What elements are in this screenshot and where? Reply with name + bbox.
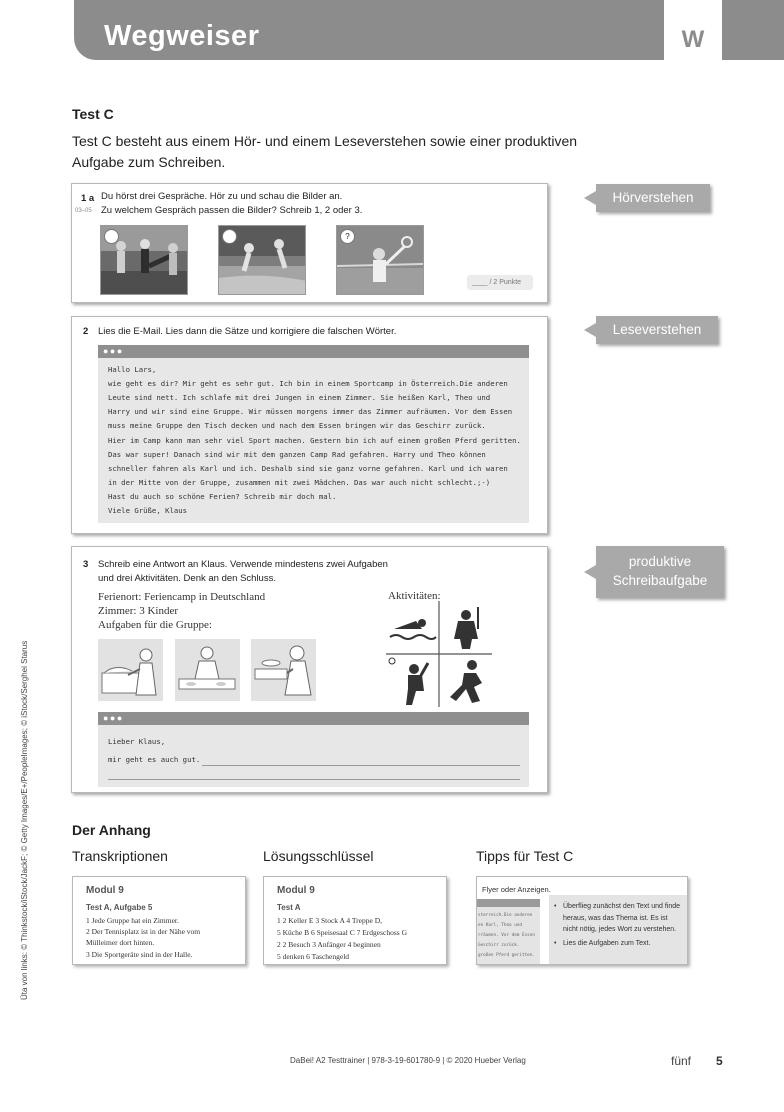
snippet-line: rräumen. Vor dem Essen — [478, 933, 535, 938]
tipps-card-head: Flyer oder Anzeigen. — [482, 885, 551, 894]
climbing-icon — [454, 607, 478, 649]
task3-illustration-table — [175, 639, 240, 701]
swimming-icon — [390, 619, 436, 639]
task3-answer-line-1 — [202, 765, 520, 766]
footer-page-number: 5 — [716, 1054, 723, 1068]
task1-photo-2 — [218, 225, 306, 295]
email-line: in der Mitte von der Gruppe, zusammen mit zwei Mädchen. Das war auch nicht schlecht.;-) — [108, 477, 491, 487]
label-leseverstehen: Leseverstehen — [596, 316, 718, 344]
task1-track: 03–05 — [75, 208, 92, 214]
transkriptionen-line-2: 2 Der Tennisplatz ist in der Nähe vom — [86, 927, 201, 936]
loesungsschluessel-card-sub: Test A — [277, 903, 301, 912]
task3-answer-line-2 — [108, 779, 520, 780]
task3-line-start: mir geht es auch gut. — [108, 755, 201, 764]
section-heading: Test C — [72, 106, 114, 122]
image-credits: Üta von links: © Thinkstock/iStock/JackF; © Getty Images/E+/PeopleImages; © iStock/Serghei Starus — [20, 640, 29, 1000]
activities-grid — [386, 601, 492, 707]
tipp-item-1: • Überflieg zunächst den Text und finde heraus, was das Thema ist. Es ist nicht nötig, jedes Wort zu verstehen. — [554, 903, 681, 933]
loesungsschluessel-heading: Lösungsschlüssel — [263, 848, 374, 864]
task2-box — [71, 316, 548, 534]
snippet-line: sterreich.Die anderen — [478, 913, 533, 918]
snippet-line: Geschirr zurück. — [478, 943, 520, 948]
task1-points: ____ / 2 Punkte — [467, 275, 533, 290]
transkriptionen-line-3: Mülleimer dort hinten. — [86, 938, 155, 947]
task3-zimmer: Zimmer: 3 Kinder — [98, 605, 179, 617]
label-schreibaufgabe-line2: Schreibaufgabe — [612, 573, 708, 588]
task2-number: 2 — [83, 326, 89, 337]
task3-number: 3 — [83, 559, 89, 570]
snippet-line: großen Pferd geritten. — [478, 953, 535, 958]
task1-number: 1 a — [81, 193, 95, 204]
task1-line2: Zu welchem Gespräch passen die Bilder? Schreib 1, 2 oder 3. — [101, 205, 363, 216]
snippet-line: en Karl, Theo und — [478, 923, 522, 928]
header-bar — [74, 0, 664, 60]
tipps-snippet-bar — [477, 899, 540, 907]
task3-illustration-bed — [98, 639, 163, 701]
footer-page-word: fünf — [671, 1054, 692, 1068]
tipp-item-2: • Lies die Aufgaben zum Text. — [554, 939, 651, 947]
page-title: Wegweiser — [104, 20, 260, 52]
tipps-card — [476, 876, 688, 965]
loesungsschluessel-line-4: 5 denken 6 Taschengeld — [277, 952, 350, 961]
transkriptionen-card — [72, 876, 246, 965]
task3-line2: und drei Aktivitäten. Denk an den Schluss. — [98, 573, 276, 584]
task1-photo-1-label — [104, 229, 119, 244]
loesungsschluessel-card — [263, 876, 447, 965]
label-schreibaufgabe-line1: produktive — [628, 554, 692, 569]
task3-box — [71, 546, 548, 793]
transkriptionen-line-1: 1 Jede Gruppe hat ein Zimmer. — [86, 916, 179, 925]
task3-line1: Schreib eine Antwort an Klaus. Verwende mindestens zwei Aufgaben — [98, 559, 388, 570]
tipps-heading: Tipps für Test C — [476, 848, 574, 864]
task1-line1: Du hörst drei Gespräche. Hör zu und schau die Bilder an. — [101, 191, 343, 202]
setting-table-icon — [175, 639, 240, 701]
email-line: Viele Grüße, Klaus — [108, 506, 188, 515]
email-line: schneller fahren als Karl und ich. Deshalb sind sie ganz vorne gefahren. Karl und ich waren — [108, 463, 508, 473]
email-line: muss meine Gruppe den Tisch decken und nach dem Essen bringen wir das Geschirr zurück. — [108, 421, 486, 431]
tipps-snippet-box — [477, 899, 540, 965]
email-line: Hallo Lars, — [108, 365, 157, 374]
task3-greeting: Lieber Klaus, — [108, 737, 166, 746]
carrying-dishes-icon — [251, 639, 316, 701]
transkriptionen-line-4: 3 Die Sportgeräte sind in der Halle. — [86, 950, 193, 959]
email-line: Hier im Camp kann man sehr viel Sport machen. Gestern bin ich auf einem großen Pferd geritten. — [108, 435, 521, 445]
task2-instruction: Lies die E-Mail. Lies dann die Sätze und korrigiere die falschen Wörter. — [98, 326, 397, 337]
transkriptionen-heading: Transkriptionen — [72, 848, 168, 864]
transkriptionen-card-sub: Test A, Aufgabe 5 — [86, 903, 153, 912]
basketball-icon — [389, 658, 428, 705]
task3-illustration-dishes — [251, 639, 316, 701]
email-line: Leute sind nett. Ich schlafe mit drei Jungen in einem Zimmer. Sie heißen Karl, Theo und — [108, 393, 491, 403]
section-intro: Test C besteht aus einem Hör- und einem Leseverstehen sowie einer produktiven Aufgabe zum Schreiben. — [72, 133, 578, 170]
task1-photo-3 — [336, 225, 424, 295]
tipps-list — [554, 901, 682, 949]
loesungsschluessel-line-2: 5 Küche B 6 Speisesaal C 7 Erdgeschoss G — [277, 928, 407, 937]
task2-email-bar: ●●● — [98, 345, 529, 358]
email-line: Harry und wir sind eine Gruppe. Wir müssen morgens immer das Zimmer aufräumen. Vor dem Essen — [108, 407, 513, 417]
task1-photo-3-label: ? — [340, 229, 355, 244]
label-schreibaufgabe — [596, 546, 724, 598]
task1-photo-2-label — [222, 229, 237, 244]
task3-aufgaben: Aufgaben für die Gruppe: — [98, 619, 212, 631]
header-right-block — [722, 0, 784, 60]
task1-box — [71, 183, 548, 303]
label-hoerverstehen: Hörverstehen — [596, 184, 710, 212]
task3-email-bar: ●●● — [98, 712, 529, 725]
task3-ferienort: Ferienort: Feriencamp in Deutschland — [98, 591, 266, 603]
tipps-box — [549, 895, 687, 965]
anhang-heading: Der Anhang — [72, 822, 151, 838]
email-line: wie geht es dir? Mir geht es sehr gut. Ich bin in einem Sportcamp in Österreich.Die anderen — [108, 379, 508, 389]
transkriptionen-card-title: Modul 9 — [86, 885, 124, 896]
running-icon — [450, 660, 482, 703]
task1-photo-1 — [100, 225, 188, 295]
loesungsschluessel-line-3: 2 2 Besuch 3 Anfänger 4 beginnen — [277, 940, 381, 949]
header-letter: W — [681, 26, 705, 53]
footer-publication-info: DaBei! A2 Testtrainer | 978-3-19-601780-9 | © 2020 Hueber Verlag — [290, 1056, 526, 1065]
header-letter-box — [664, 0, 722, 60]
task3-aktivitaeten: Aktivitäten: — [388, 590, 441, 602]
loesungsschluessel-line-1: 1 2 Keller E 3 Stock A 4 Treppe D, — [277, 916, 382, 925]
email-line: Das war super! Danach sind wir mit dem ganzen Camp Rad gefahren. Harry und Theo können — [108, 449, 486, 459]
email-line: Hast du auch so schöne Ferien? Schreib mir doch mal. — [108, 491, 337, 501]
making-bed-icon — [98, 639, 163, 701]
loesungsschluessel-card-title: Modul 9 — [277, 885, 315, 896]
